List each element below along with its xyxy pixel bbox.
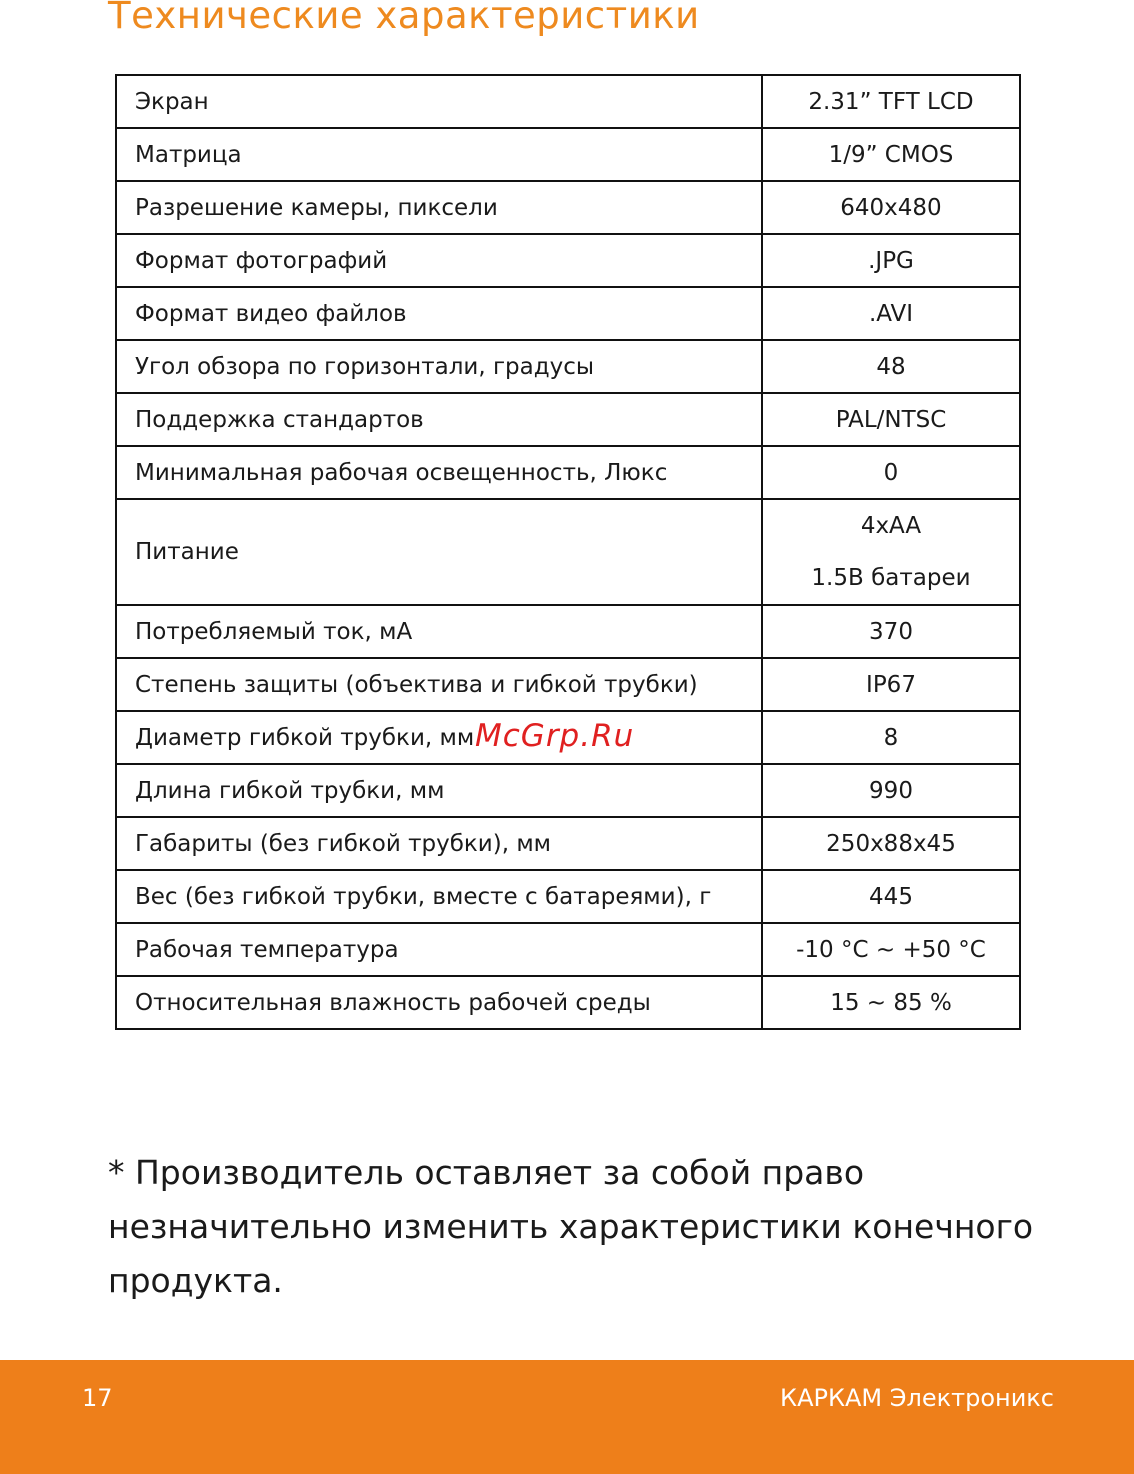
- spec-value: [762, 340, 1020, 393]
- spec-name: Экран: [116, 75, 762, 128]
- spec-value-line: 0: [883, 459, 899, 486]
- spec-name: Длина гибкой трубки, мм: [116, 764, 762, 817]
- spec-value-line: -10 °C ~ +50 °C: [796, 936, 986, 963]
- spec-value: [762, 870, 1020, 923]
- spec-name: Рабочая температура: [116, 923, 762, 976]
- spec-name: Потребляемый ток, мА: [116, 605, 762, 658]
- spec-name: Минимальная рабочая освещенность, Люкс: [116, 446, 762, 499]
- spec-value-line: 2.31” TFT LCD: [808, 88, 974, 115]
- spec-row: [116, 605, 1020, 658]
- spec-row: [116, 976, 1020, 1029]
- disclaimer-note: * Производитель оставляет за собой право незначительно изменить характеристики конечного продукта.: [108, 1153, 1034, 1300]
- spec-value-line: 250x88x45: [826, 830, 956, 857]
- spec-value: [762, 181, 1020, 234]
- spec-value: [762, 499, 1020, 605]
- spec-row: [116, 817, 1020, 870]
- spec-value: [762, 658, 1020, 711]
- spec-name: Степень защиты (объектива и гибкой трубки): [116, 658, 762, 711]
- spec-row: [116, 181, 1020, 234]
- spec-value-line: 445: [869, 883, 913, 910]
- spec-name: Габариты (без гибкой трубки), мм: [116, 817, 762, 870]
- spec-name: Поддержка стандартов: [116, 393, 762, 446]
- spec-row: [116, 75, 1020, 128]
- spec-row: [116, 764, 1020, 817]
- spec-value-line: IP67: [866, 671, 916, 698]
- spec-name: Матрица: [116, 128, 762, 181]
- spec-value-line: 640x480: [840, 194, 942, 221]
- spec-row: [116, 287, 1020, 340]
- spec-table-body: [116, 75, 1020, 1029]
- spec-name: Диаметр гибкой трубки, мм: [116, 711, 762, 764]
- spec-row: [116, 870, 1020, 923]
- spec-row: [116, 658, 1020, 711]
- spec-value-line: .JPG: [868, 247, 914, 274]
- spec-table: [115, 74, 1021, 1030]
- spec-value-line: 48: [876, 353, 906, 380]
- spec-name: Относительная влажность рабочей среды: [116, 976, 762, 1029]
- spec-value: [762, 764, 1020, 817]
- page-title: Технические характеристики: [108, 0, 700, 37]
- spec-row: [116, 234, 1020, 287]
- spec-value: [762, 446, 1020, 499]
- page-number: 17: [82, 1384, 113, 1412]
- spec-value: [762, 75, 1020, 128]
- spec-name: Питание: [116, 499, 762, 605]
- spec-name: Разрешение камеры, пиксели: [116, 181, 762, 234]
- spec-row: [116, 499, 1020, 605]
- spec-row: [116, 128, 1020, 181]
- brand-name: КАРКАМ Электроникс: [780, 1384, 1054, 1412]
- watermark: McGrp.Ru: [475, 718, 635, 754]
- spec-value-line: 1.5В батареи: [811, 565, 971, 591]
- spec-name: Вес (без гибкой трубки, вместе с батареями), г: [116, 870, 762, 923]
- spec-value: [762, 976, 1020, 1029]
- spec-value-line: 15 ~ 85 %: [830, 989, 952, 1016]
- spec-row: [116, 340, 1020, 393]
- spec-name: Формат видео файлов: [116, 287, 762, 340]
- spec-value-line: PAL/NTSC: [835, 406, 947, 433]
- spec-value: [762, 128, 1020, 181]
- spec-value-line: 990: [869, 777, 913, 804]
- spec-row: [116, 446, 1020, 499]
- spec-name: Угол обзора по горизонтали, градусы: [116, 340, 762, 393]
- spec-value-line: 370: [869, 618, 913, 645]
- spec-value: [762, 287, 1020, 340]
- spec-value: [762, 605, 1020, 658]
- spec-value-line: .AVI: [868, 300, 914, 327]
- spec-row: [116, 923, 1020, 976]
- spec-value-line: 1/9” CMOS: [828, 141, 954, 168]
- spec-value-line: 4xAA: [860, 513, 922, 539]
- spec-name: Формат фотографий: [116, 234, 762, 287]
- spec-value-line: 8: [883, 724, 899, 751]
- spec-value: [762, 393, 1020, 446]
- footer-bar: [0, 1360, 1134, 1474]
- spec-value: [762, 234, 1020, 287]
- spec-row: [116, 393, 1020, 446]
- spec-value: [762, 817, 1020, 870]
- spec-value: [762, 923, 1020, 976]
- spec-value: [762, 711, 1020, 764]
